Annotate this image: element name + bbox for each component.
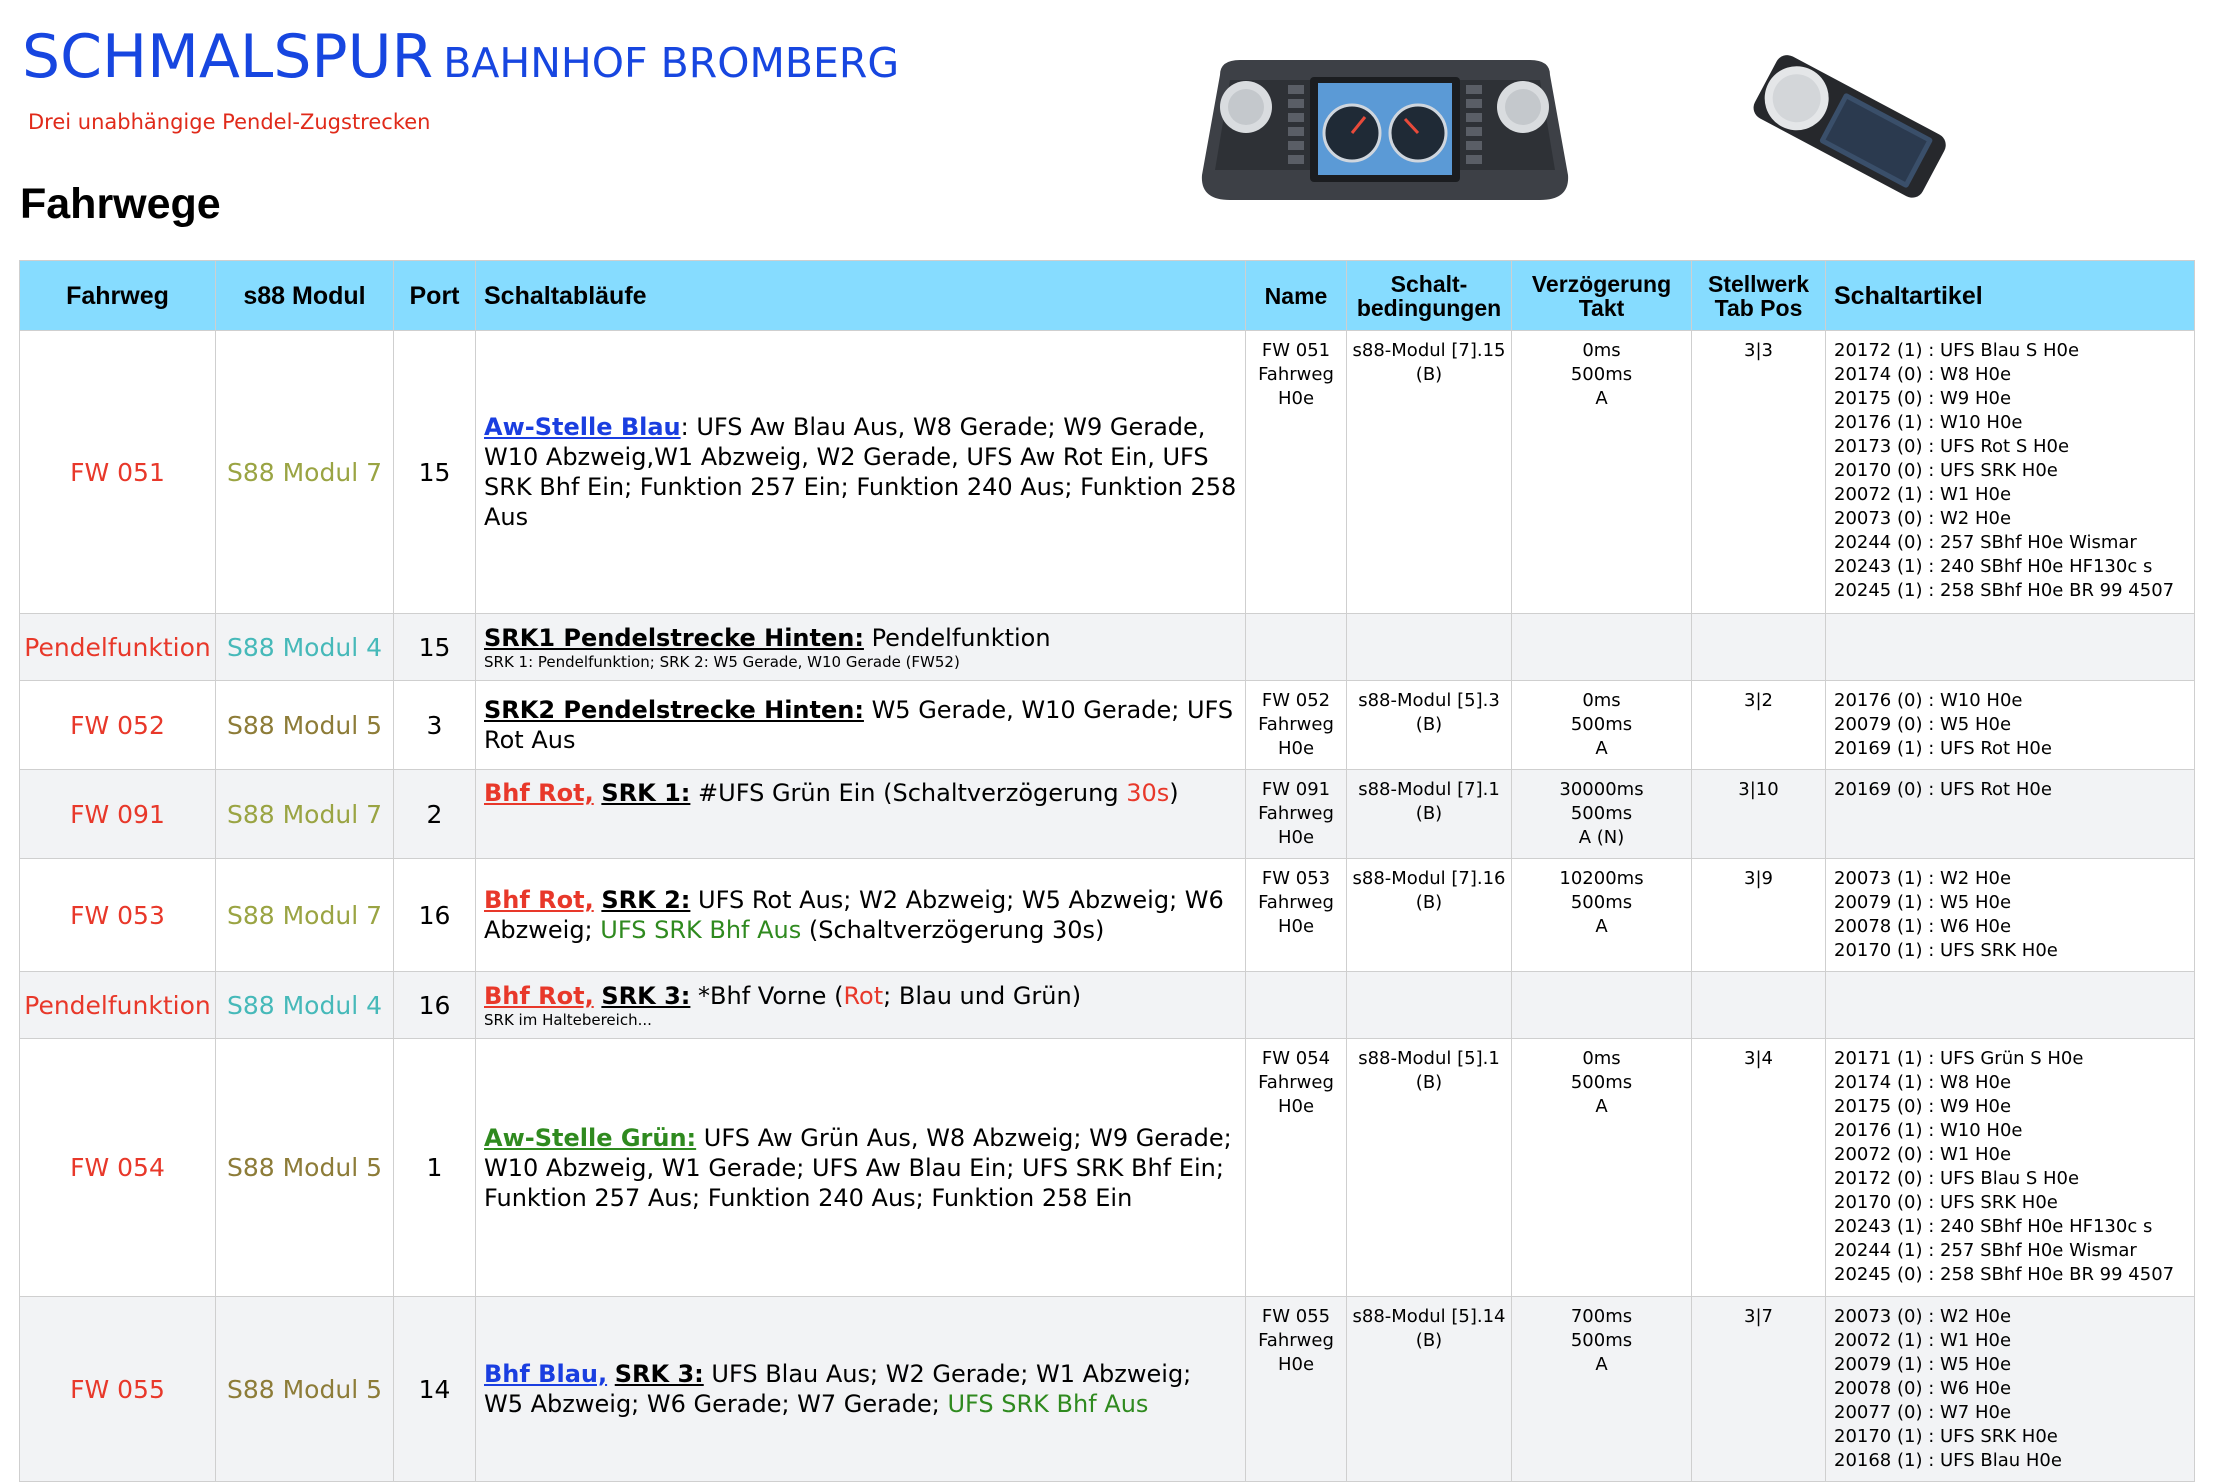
table-row (20, 972, 2195, 1039)
verz-line: A (1595, 1096, 1608, 1117)
section-heading: Fahrwege (20, 180, 221, 228)
table-row (20, 1039, 2195, 1297)
fahrweg-cell: FW 091 (20, 770, 216, 859)
s88-modul-cell: S88 Modul 4 (216, 614, 394, 681)
tab-pos-cell: 3|9 (1692, 859, 1826, 972)
schaltartikel-cell (1826, 331, 2195, 614)
artikel-line: 20079 (0) : W5 H0e (1834, 714, 2012, 735)
bedingung-cell (1347, 1297, 1512, 1482)
artikel-line: 20174 (1) : W8 H0e (1834, 1072, 2012, 1093)
bedingung-line: s88-Modul [7].1 (1358, 779, 1500, 800)
name-cell (1246, 1039, 1347, 1297)
name-line: H0e (1277, 916, 1315, 937)
verz-line: 30000ms (1559, 779, 1644, 800)
route-label-green[interactable]: Aw-Stelle Grün: (484, 1123, 697, 1152)
table-row (20, 1297, 2195, 1482)
route-label-red[interactable]: Bhf Rot, (484, 886, 594, 914)
name-line: FW 053 (1261, 868, 1331, 889)
artikel-line: 20172 (0) : UFS Blau S H0e (1834, 1168, 2080, 1189)
artikel-line: 20073 (0) : W2 H0e (1834, 508, 2012, 529)
artikel-line: 20073 (0) : W2 H0e (1834, 1306, 2012, 1327)
schaltablauf-cell (476, 614, 1246, 681)
col-schaltartikel[interactable]: Schaltartikel (1826, 261, 2195, 331)
schaltartikel-cell (1826, 614, 2195, 681)
verz-line: 500ms (1570, 714, 1633, 735)
bedingung-cell (1347, 1039, 1512, 1297)
port-cell: 16 (394, 859, 476, 972)
verzoegerung-cell (1512, 614, 1692, 681)
schaltablauf-cell (476, 1039, 1246, 1297)
col-stellwerk[interactable] (1692, 261, 1826, 331)
verz-line: 0ms (1582, 340, 1621, 361)
tab-pos-cell: 3|3 (1692, 331, 1826, 614)
table-row (20, 770, 2195, 859)
route-label-link[interactable]: SRK 1: (601, 779, 691, 807)
route-note: SRK im Haltebereich... (484, 1011, 652, 1029)
port-cell: 1 (394, 1039, 476, 1297)
verz-line: 500ms (1570, 803, 1633, 824)
fahrweg-cell: FW 051 (20, 331, 216, 614)
name-line: Fahrweg (1258, 1072, 1334, 1093)
bedingung-line: s88-Modul [5].14 (1352, 1306, 1506, 1327)
title-main: SCHMALSPUR (22, 22, 434, 92)
page-subtitle: Drei unabhängige Pendel-Zugstrecken (28, 110, 431, 134)
route-label-link[interactable]: SRK 3: (601, 982, 691, 1010)
verz-line: 500ms (1570, 1330, 1633, 1351)
name-cell (1246, 331, 1347, 614)
tab-pos-cell (1692, 972, 1826, 1039)
artikel-line: 20176 (1) : W10 H0e (1834, 1120, 2023, 1141)
handheld-controller-image (1735, 50, 1960, 200)
fahrwege-table (19, 260, 2195, 1482)
artikel-line: 20171 (1) : UFS Grün S H0e (1834, 1048, 2084, 1069)
verz-line: 500ms (1570, 364, 1633, 385)
s88-modul-cell: S88 Modul 5 (216, 681, 394, 770)
artikel-line: 20175 (0) : W9 H0e (1834, 388, 2012, 409)
verz-line: A (1595, 738, 1608, 759)
col-fahrweg[interactable]: Fahrweg (20, 261, 216, 331)
verzoegerung-cell (1512, 1297, 1692, 1482)
artikel-line: 20175 (0) : W9 H0e (1834, 1096, 2012, 1117)
port-cell: 16 (394, 972, 476, 1039)
bedingung-cell (1347, 770, 1512, 859)
verzoegerung-cell (1512, 770, 1692, 859)
route-text-green: UFS SRK Bhf Aus (600, 916, 802, 944)
artikel-line: 20170 (1) : UFS SRK H0e (1834, 940, 2058, 961)
page-title (22, 22, 899, 92)
col-name[interactable]: Name (1246, 261, 1347, 331)
artikel-line: 20243 (1) : 240 SBhf H0e HF130c s (1834, 1216, 2153, 1237)
tab-pos-cell: 3|7 (1692, 1297, 1826, 1482)
name-cell (1246, 1297, 1347, 1482)
s88-modul-cell: S88 Modul 7 (216, 331, 394, 614)
route-text: UFS Rot Aus; W2 Abzweig; W5 Abzweig; W6 Abzweig; (484, 886, 1224, 944)
col-stw-line1: Stellwerk (1708, 270, 1809, 297)
s88-modul-cell: S88 Modul 4 (216, 972, 394, 1039)
artikel-line: 20170 (0) : UFS SRK H0e (1834, 1192, 2058, 1213)
name-line: H0e (1277, 827, 1315, 848)
name-cell (1246, 859, 1347, 972)
command-station-image (1200, 55, 1570, 205)
s88-modul-cell: S88 Modul 5 (216, 1039, 394, 1297)
route-text-red: Rot (843, 982, 884, 1010)
artikel-line: 20243 (1) : 240 SBhf H0e HF130c s (1834, 556, 2153, 577)
name-line: Fahrweg (1258, 892, 1334, 913)
artikel-line: 20174 (0) : W8 H0e (1834, 364, 2012, 385)
bedingung-line: (B) (1415, 1072, 1443, 1093)
route-note: SRK 1: Pendelfunktion; SRK 2: W5 Gerade, W10 Gerade (FW52) (484, 653, 960, 671)
schaltartikel-cell (1826, 972, 2195, 1039)
name-line: Fahrweg (1258, 1330, 1334, 1351)
col-bed-line1: Schalt- (1390, 270, 1468, 297)
name-line: H0e (1277, 388, 1315, 409)
bedingung-line: (B) (1415, 364, 1443, 385)
name-cell (1246, 614, 1347, 681)
name-line: FW 051 (1261, 340, 1331, 361)
artikel-line: 20072 (1) : W1 H0e (1834, 484, 2012, 505)
col-schaltbedingungen[interactable] (1347, 261, 1512, 331)
bedingung-line: (B) (1415, 803, 1443, 824)
bedingung-cell (1347, 331, 1512, 614)
s88-modul-cell: S88 Modul 5 (216, 1297, 394, 1482)
col-verz-line2: Takt (1578, 294, 1625, 321)
artikel-line: 20173 (0) : UFS Rot S H0e (1834, 436, 2070, 457)
port-cell: 15 (394, 614, 476, 681)
col-bed-line2: bedingungen (1356, 294, 1502, 321)
tab-pos-cell (1692, 614, 1826, 681)
tab-pos-cell: 3|4 (1692, 1039, 1826, 1297)
artikel-line: 20072 (1) : W1 H0e (1834, 1330, 2012, 1351)
bedingung-line: (B) (1415, 714, 1443, 735)
col-verz-line1: Verzögerung (1531, 270, 1672, 297)
port-cell: 2 (394, 770, 476, 859)
route-text: #UFS Grün Ein (Schaltverzögerung (690, 779, 1127, 807)
schaltablauf-cell (476, 859, 1246, 972)
table-row (20, 681, 2195, 770)
tab-pos-cell: 3|10 (1692, 770, 1826, 859)
fahrweg-cell: FW 052 (20, 681, 216, 770)
route-text: : UFS Aw Blau Aus, W8 Gerade; W9 Gerade, W10 Abzweig,W1 Abzweig, W2 Gerade, UFS Aw Rot Ein, UFS SRK Bhf Ein; Funktion 257 Ein; Funktion 240 Aus; Funktion 258 Aus (484, 413, 1237, 531)
table-header-row (20, 261, 2195, 331)
artikel-line: 20245 (0) : 258 SBhf H0e BR 99 4507 (1834, 1264, 2175, 1285)
bedingung-cell (1347, 614, 1512, 681)
verz-line: 0ms (1582, 1048, 1621, 1069)
route-label-link[interactable]: SRK 3: (614, 1360, 704, 1388)
artikel-line: 20176 (0) : W10 H0e (1834, 690, 2023, 711)
verz-line: 500ms (1570, 892, 1633, 913)
bedingung-line: s88-Modul [7].15 (1352, 340, 1506, 361)
route-text-green: UFS SRK Bhf Aus (947, 1390, 1149, 1418)
artikel-line: 20244 (0) : 257 SBhf H0e Wismar (1834, 532, 2137, 553)
bedingung-cell (1347, 681, 1512, 770)
route-text-end: (Schaltverzögerung 30s) (801, 916, 1105, 944)
artikel-line: 20170 (0) : UFS SRK H0e (1834, 460, 2058, 481)
col-port[interactable]: Port (394, 261, 476, 331)
verzoegerung-cell (1512, 972, 1692, 1039)
route-text: *Bhf Vorne ( (690, 982, 844, 1010)
name-cell (1246, 770, 1347, 859)
artikel-line: 20170 (1) : UFS SRK H0e (1834, 1426, 2058, 1447)
artikel-line: 20244 (1) : 257 SBhf H0e Wismar (1834, 1240, 2137, 1261)
artikel-line: 20079 (1) : W5 H0e (1834, 1354, 2012, 1375)
route-label-blue[interactable]: Bhf Blau, (484, 1360, 608, 1388)
name-line: H0e (1277, 1354, 1315, 1375)
bedingung-line: s88-Modul [5].1 (1358, 1048, 1500, 1069)
name-line: FW 055 (1261, 1306, 1331, 1327)
name-line: H0e (1277, 738, 1315, 759)
verz-line: A (1595, 388, 1608, 409)
artikel-line: 20176 (1) : W10 H0e (1834, 412, 2023, 433)
artikel-line: 20169 (0) : UFS Rot H0e (1834, 779, 2052, 800)
fahrweg-cell: FW 055 (20, 1297, 216, 1482)
table-row (20, 331, 2195, 614)
title-sub: BAHNHOF BROMBERG (443, 39, 900, 87)
verzoegerung-cell (1512, 1039, 1692, 1297)
route-text: Pendelfunktion (863, 624, 1051, 652)
col-verzoegerung[interactable] (1512, 261, 1692, 331)
route-label-link[interactable]: Aw-Stelle Blau (484, 413, 681, 441)
route-label-red[interactable]: Bhf Rot, (484, 982, 594, 1010)
route-text-end: ) (1169, 779, 1179, 807)
verz-line: 700ms (1570, 1306, 1633, 1327)
name-line: Fahrweg (1258, 714, 1334, 735)
port-cell: 15 (394, 331, 476, 614)
verz-line: 10200ms (1559, 868, 1644, 889)
port-cell: 14 (394, 1297, 476, 1482)
verz-line: A (N) (1578, 827, 1625, 848)
route-text-red: 30s (1126, 779, 1170, 807)
name-line: Fahrweg (1258, 364, 1334, 385)
col-schaltablaeufe[interactable]: Schaltabläufe (476, 261, 1246, 331)
schaltablauf-cell (476, 770, 1246, 859)
bedingung-line: s88-Modul [7].16 (1352, 868, 1506, 889)
verzoegerung-cell (1512, 331, 1692, 614)
fahrweg-cell: Pendelfunktion (20, 614, 216, 681)
s88-modul-cell: S88 Modul 7 (216, 859, 394, 972)
fahrweg-cell: FW 053 (20, 859, 216, 972)
schaltablauf-cell (476, 681, 1246, 770)
name-line: Fahrweg (1258, 803, 1334, 824)
route-text: W5 Gerade, W10 Gerade; UFS Rot Aus (484, 696, 1234, 754)
bedingung-cell (1347, 972, 1512, 1039)
schaltartikel-cell (1826, 1297, 2195, 1482)
artikel-line: 20245 (1) : 258 SBhf H0e BR 99 4507 (1834, 580, 2175, 601)
name-cell (1246, 681, 1347, 770)
tab-pos-cell: 3|2 (1692, 681, 1826, 770)
verzoegerung-cell (1512, 681, 1692, 770)
artikel-line: 20168 (1) : UFS Blau H0e (1834, 1450, 2062, 1471)
table-row (20, 614, 2195, 681)
name-line: FW 091 (1261, 779, 1331, 800)
artikel-line: 20077 (0) : W7 H0e (1834, 1402, 2012, 1423)
bedingung-line: (B) (1415, 892, 1443, 913)
s88-modul-cell: S88 Modul 7 (216, 770, 394, 859)
route-text: UFS Aw Grün Aus, W8 Abzweig; W9 Gerade; W10 Abzweig, W1 Gerade; UFS Aw Blau Ein; UFS SRK Bhf Ein; Funktion 257 Aus; Funktion 240 Aus; Funktion 258 Ein (484, 1123, 1232, 1212)
verz-line: A (1595, 916, 1608, 937)
artikel-line: 20172 (1) : UFS Blau S H0e (1834, 340, 2080, 361)
schaltartikel-cell (1826, 1039, 2195, 1297)
table-row (20, 859, 2195, 972)
artikel-line: 20078 (0) : W6 H0e (1834, 1378, 2012, 1399)
name-cell (1246, 972, 1347, 1039)
artikel-line: 20079 (1) : W5 H0e (1834, 892, 2012, 913)
route-label-link[interactable]: SRK 2: (601, 886, 691, 914)
route-label-link[interactable]: SRK2 Pendelstrecke Hinten: (484, 696, 864, 724)
schaltartikel-cell (1826, 681, 2195, 770)
bedingung-line: s88-Modul [5].3 (1358, 690, 1500, 711)
route-label-red[interactable]: Bhf Rot, (484, 779, 594, 807)
artikel-line: 20072 (0) : W1 H0e (1834, 1144, 2012, 1165)
schaltablauf-cell (476, 972, 1246, 1039)
artikel-line: 20073 (1) : W2 H0e (1834, 868, 2012, 889)
name-line: FW 054 (1261, 1048, 1331, 1069)
port-cell: 3 (394, 681, 476, 770)
col-stw-line2: Tab Pos (1714, 294, 1803, 321)
fahrweg-cell: FW 054 (20, 1039, 216, 1297)
route-text-end: ; Blau und Grün) (883, 982, 1082, 1010)
verzoegerung-cell (1512, 859, 1692, 972)
name-line: FW 052 (1261, 690, 1331, 711)
verz-line: A (1595, 1354, 1608, 1375)
verz-line: 500ms (1570, 1072, 1633, 1093)
route-text: UFS Blau Aus; W2 Gerade; W1 Abzweig; W5 Abzweig; W6 Gerade; W7 Gerade; (484, 1360, 1192, 1418)
schaltablauf-cell (476, 1297, 1246, 1482)
schaltartikel-cell (1826, 770, 2195, 859)
verz-line: 0ms (1582, 690, 1621, 711)
fahrweg-cell: Pendelfunktion (20, 972, 216, 1039)
schaltartikel-cell (1826, 859, 2195, 972)
artikel-line: 20078 (1) : W6 H0e (1834, 916, 2012, 937)
bedingung-line: (B) (1415, 1330, 1443, 1351)
artikel-line: 20169 (1) : UFS Rot H0e (1834, 738, 2052, 759)
bedingung-cell (1347, 859, 1512, 972)
name-line: H0e (1277, 1096, 1315, 1117)
col-s88-modul[interactable]: s88 Modul (216, 261, 394, 331)
route-label-link[interactable]: SRK1 Pendelstrecke Hinten: (484, 624, 864, 652)
schaltablauf-cell (476, 331, 1246, 614)
